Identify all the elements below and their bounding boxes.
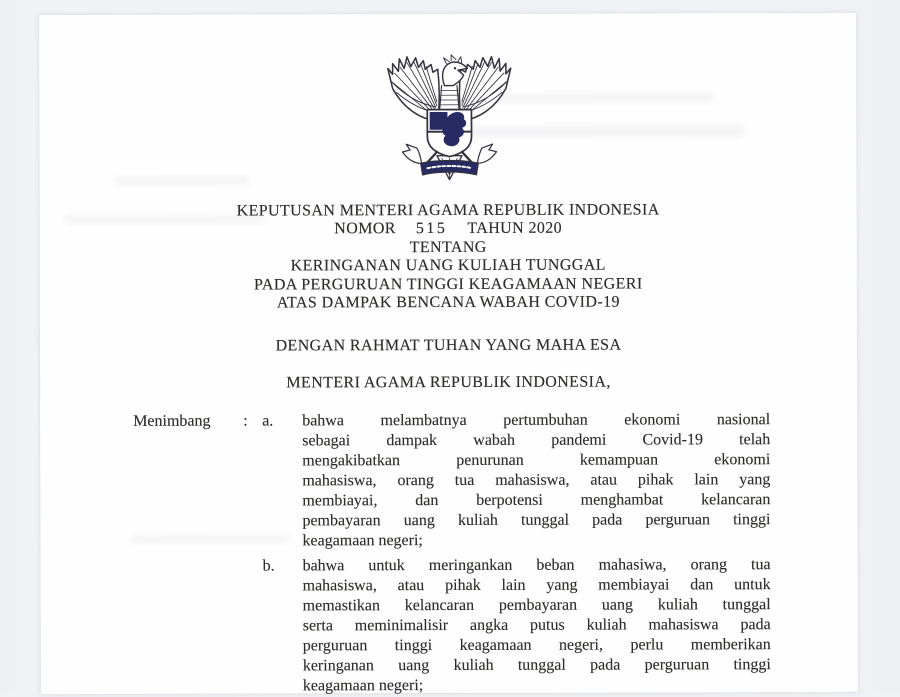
text-line: mahasiswa, atau pihak lain yang membiayai dan untuk <box>302 576 771 595</box>
text-line: membiayai, dan berpotensi menghambat kelancaran <box>302 491 771 510</box>
considerations-section <box>40 410 858 697</box>
text-line: mahasiswa, orang tua mahasiswa, atau pihak lain yang <box>302 471 771 490</box>
document-page <box>39 13 858 694</box>
subject-line-2: PADA PERGURUAN TINGGI KEAGAMAAN NEGERI <box>254 275 643 294</box>
text-line: sebagai dampak wabah pandemi Covid-19 telah <box>302 431 771 450</box>
menimbang-label: Menimbang <box>133 412 211 430</box>
consideration-item-b <box>41 555 858 697</box>
colon-separator: : <box>243 412 248 430</box>
subject-line-3: ATAS DAMPAK BENCANA WABAH COVID-19 <box>276 293 620 312</box>
text-line: keagamaan negeri; <box>302 677 424 695</box>
authority-line: MENTERI AGAMA REPUBLIK INDONESIA, <box>286 373 611 392</box>
bleed-through-artifact <box>115 177 250 186</box>
invocation-line: DENGAN RAHMAT TUHAN YANG MAHA ESA <box>275 336 622 355</box>
garuda-pancasila-emblem <box>377 41 521 183</box>
consideration-item-a <box>40 410 857 552</box>
text-line: bahwa untuk meringankan beban mahasiwa, orang tua <box>302 556 771 575</box>
text-line: keringanan uang kuliah tunggal pada perguruan tinggi <box>302 656 771 675</box>
subject-line-1: KERINGANAN UANG KULIAH TUNGGAL <box>290 256 606 275</box>
item-marker: b. <box>262 557 275 575</box>
text-line: pembayaran uang kuliah tunggal pada perguruan tinggi <box>302 511 771 530</box>
year-label: TAHUN 2020 <box>467 220 563 238</box>
decree-number: 515 <box>415 220 448 238</box>
item-text <box>303 555 771 696</box>
text-line: mengakibatkan penurunan kemampuan ekonomi <box>302 451 771 470</box>
text-line: perguruan tinggi keagamaan negeri, perlu memberikan <box>302 636 771 655</box>
text-line: memastikan kelancaran pembayaran uang kuliah tunggal <box>302 596 771 615</box>
decree-heading <box>40 201 857 314</box>
text-line: serta meminimalisir angka putus kuliah mahasiswa pada <box>302 616 771 635</box>
decree-number-line <box>40 219 857 240</box>
nomor-label: NOMOR <box>334 220 396 238</box>
tentang-line: TENTANG <box>409 238 487 256</box>
text-line: bahwa melambatnya pertumbuhan ekonomi nasional <box>302 411 771 430</box>
item-text <box>302 410 770 551</box>
empty-colon-cell <box>244 556 263 696</box>
item-marker: a. <box>262 412 274 430</box>
text-line: keagamaan negeri; <box>302 532 423 550</box>
decree-title-line: KEPUTUSAN MENTERI AGAMA REPUBLIK INDONESIA <box>236 201 660 220</box>
empty-label-cell <box>134 557 244 697</box>
